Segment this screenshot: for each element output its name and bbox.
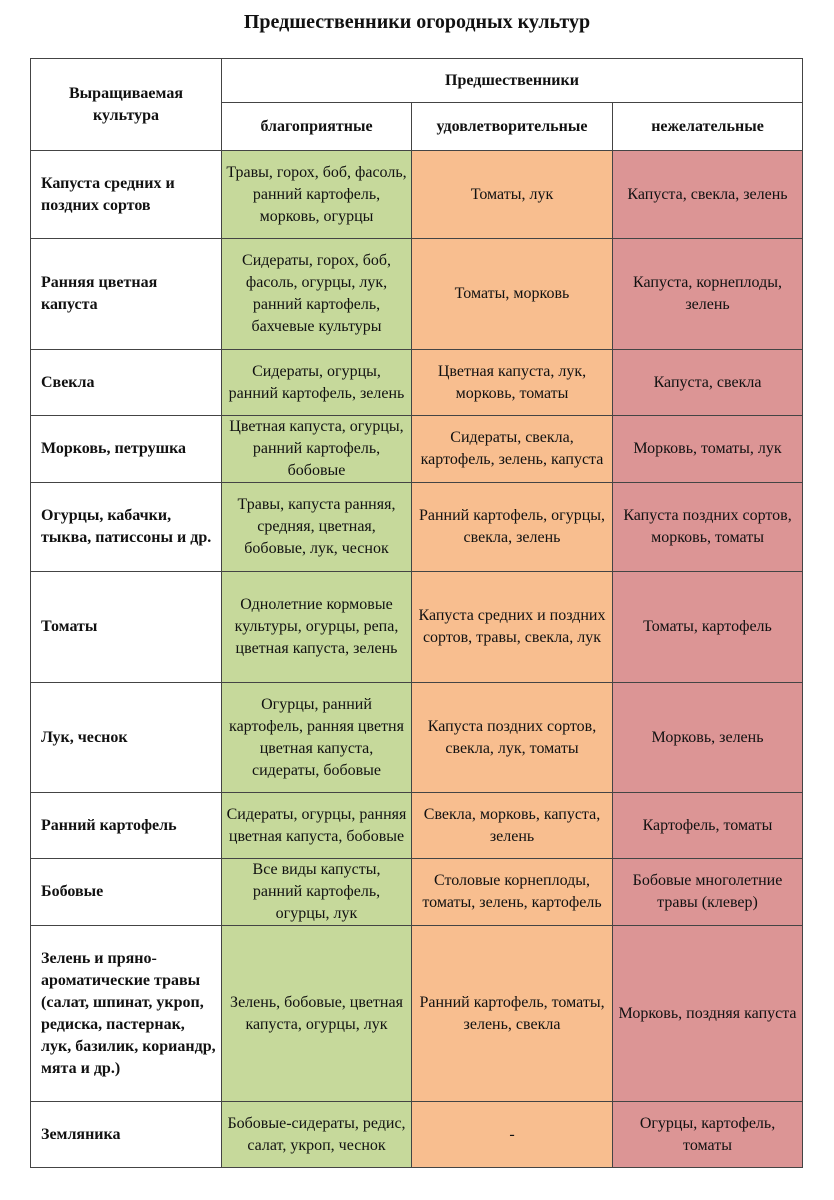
undesirable-cell: Морковь, зелень xyxy=(613,683,803,793)
table-row xyxy=(31,859,803,926)
satisfactory-cell: Капуста средних и поздних сортов, травы, свекла, лук xyxy=(412,572,613,683)
satisfactory-cell: Томаты, морковь xyxy=(412,239,613,350)
satisfactory-cell: Цветная капуста, лук, морковь, томаты xyxy=(412,350,613,416)
table-row xyxy=(31,793,803,859)
favorable-cell: Огурцы, ранний картофель, ранняя цветня цветная капуста, сидераты, бобовые xyxy=(222,683,412,793)
culture-cell: Огурцы, кабачки, тыква, патиссоны и др. xyxy=(31,483,222,572)
undesirable-cell: Томаты, картофель xyxy=(613,572,803,683)
undesirable-cell: Капуста, свекла, зелень xyxy=(613,151,803,239)
favorable-cell: Однолетние кормовые культуры, огурцы, репа, цветная капуста, зелень xyxy=(222,572,412,683)
table-row xyxy=(31,239,803,350)
culture-cell: Лук, чеснок xyxy=(31,683,222,793)
culture-cell: Зелень и пряно-ароматические травы (салат, шпинат, укроп, редиска, пастернак, лук, базилик, кориандр, мята и др.) xyxy=(31,926,222,1102)
favorable-cell: Травы, капуста ранняя, средняя, цветная, бобовые, лук, чеснок xyxy=(222,483,412,572)
culture-cell: Ранний картофель xyxy=(31,793,222,859)
undesirable-cell: Огурцы, картофель, томаты xyxy=(613,1102,803,1168)
culture-cell: Свекла xyxy=(31,350,222,416)
favorable-cell: Зелень, бобовые, цветная капуста, огурцы, лук xyxy=(222,926,412,1102)
culture-cell: Капуста средних и поздних сортов xyxy=(31,151,222,239)
satisfactory-cell: Свекла, морковь, капуста, зелень xyxy=(412,793,613,859)
table-row xyxy=(31,416,803,483)
undesirable-cell: Морковь, томаты, лук xyxy=(613,416,803,483)
header-predecessors: Предшественники xyxy=(222,59,803,103)
table-row xyxy=(31,350,803,416)
table-row xyxy=(31,483,803,572)
satisfactory-cell: Томаты, лук xyxy=(412,151,613,239)
favorable-cell: Все виды капусты, ранний картофель, огурцы, лук xyxy=(222,859,412,926)
undesirable-cell: Морковь, поздняя капуста xyxy=(613,926,803,1102)
table-row xyxy=(31,151,803,239)
satisfactory-cell: Капуста поздних сортов, свекла, лук, томаты xyxy=(412,683,613,793)
favorable-cell: Сидераты, огурцы, ранняя цветная капуста, бобовые xyxy=(222,793,412,859)
page-title: Предшественники огородных культур xyxy=(243,11,591,33)
satisfactory-cell: Ранний картофель, огурцы, свекла, зелень xyxy=(412,483,613,572)
undesirable-cell: Капуста поздних сортов, морковь, томаты xyxy=(613,483,803,572)
table-row xyxy=(31,926,803,1102)
header-satisfactory: удовлетворительные xyxy=(412,103,613,151)
favorable-cell: Цветная капуста, огурцы, ранний картофель, бобовые xyxy=(222,416,412,483)
favorable-cell: Бобовые-сидераты, редис, салат, укроп, чеснок xyxy=(222,1102,412,1168)
header-culture: Выращиваемая культура xyxy=(31,59,222,151)
satisfactory-cell: Столовые корнеплоды, томаты, зелень, картофель xyxy=(412,859,613,926)
satisfactory-cell: Сидераты, свекла, картофель, зелень, капуста xyxy=(412,416,613,483)
culture-cell: Ранняя цветная капуста xyxy=(31,239,222,350)
culture-cell: Земляника xyxy=(31,1102,222,1168)
undesirable-cell: Капуста, свекла xyxy=(613,350,803,416)
header-undesirable: нежелательные xyxy=(613,103,803,151)
satisfactory-cell: Ранний картофель, томаты, зелень, свекла xyxy=(412,926,613,1102)
culture-cell: Томаты xyxy=(31,572,222,683)
table-row xyxy=(31,683,803,793)
table-row xyxy=(31,572,803,683)
header-favorable: благоприятные xyxy=(222,103,412,151)
favorable-cell: Сидераты, горох, боб, фасоль, огурцы, лук, ранний картофель, бахчевые культуры xyxy=(222,239,412,350)
table-row xyxy=(31,1102,803,1168)
favorable-cell: Сидераты, огурцы, ранний картофель, зелень xyxy=(222,350,412,416)
predecessors-table xyxy=(30,58,803,1168)
undesirable-cell: Картофель, томаты xyxy=(613,793,803,859)
favorable-cell: Травы, горох, боб, фасоль, ранний картофель, морковь, огурцы xyxy=(222,151,412,239)
satisfactory-cell: - xyxy=(412,1102,613,1168)
undesirable-cell: Капуста, корнеплоды, зелень xyxy=(613,239,803,350)
undesirable-cell: Бобовые многолетние травы (клевер) xyxy=(613,859,803,926)
culture-cell: Бобовые xyxy=(31,859,222,926)
culture-cell: Морковь, петрушка xyxy=(31,416,222,483)
